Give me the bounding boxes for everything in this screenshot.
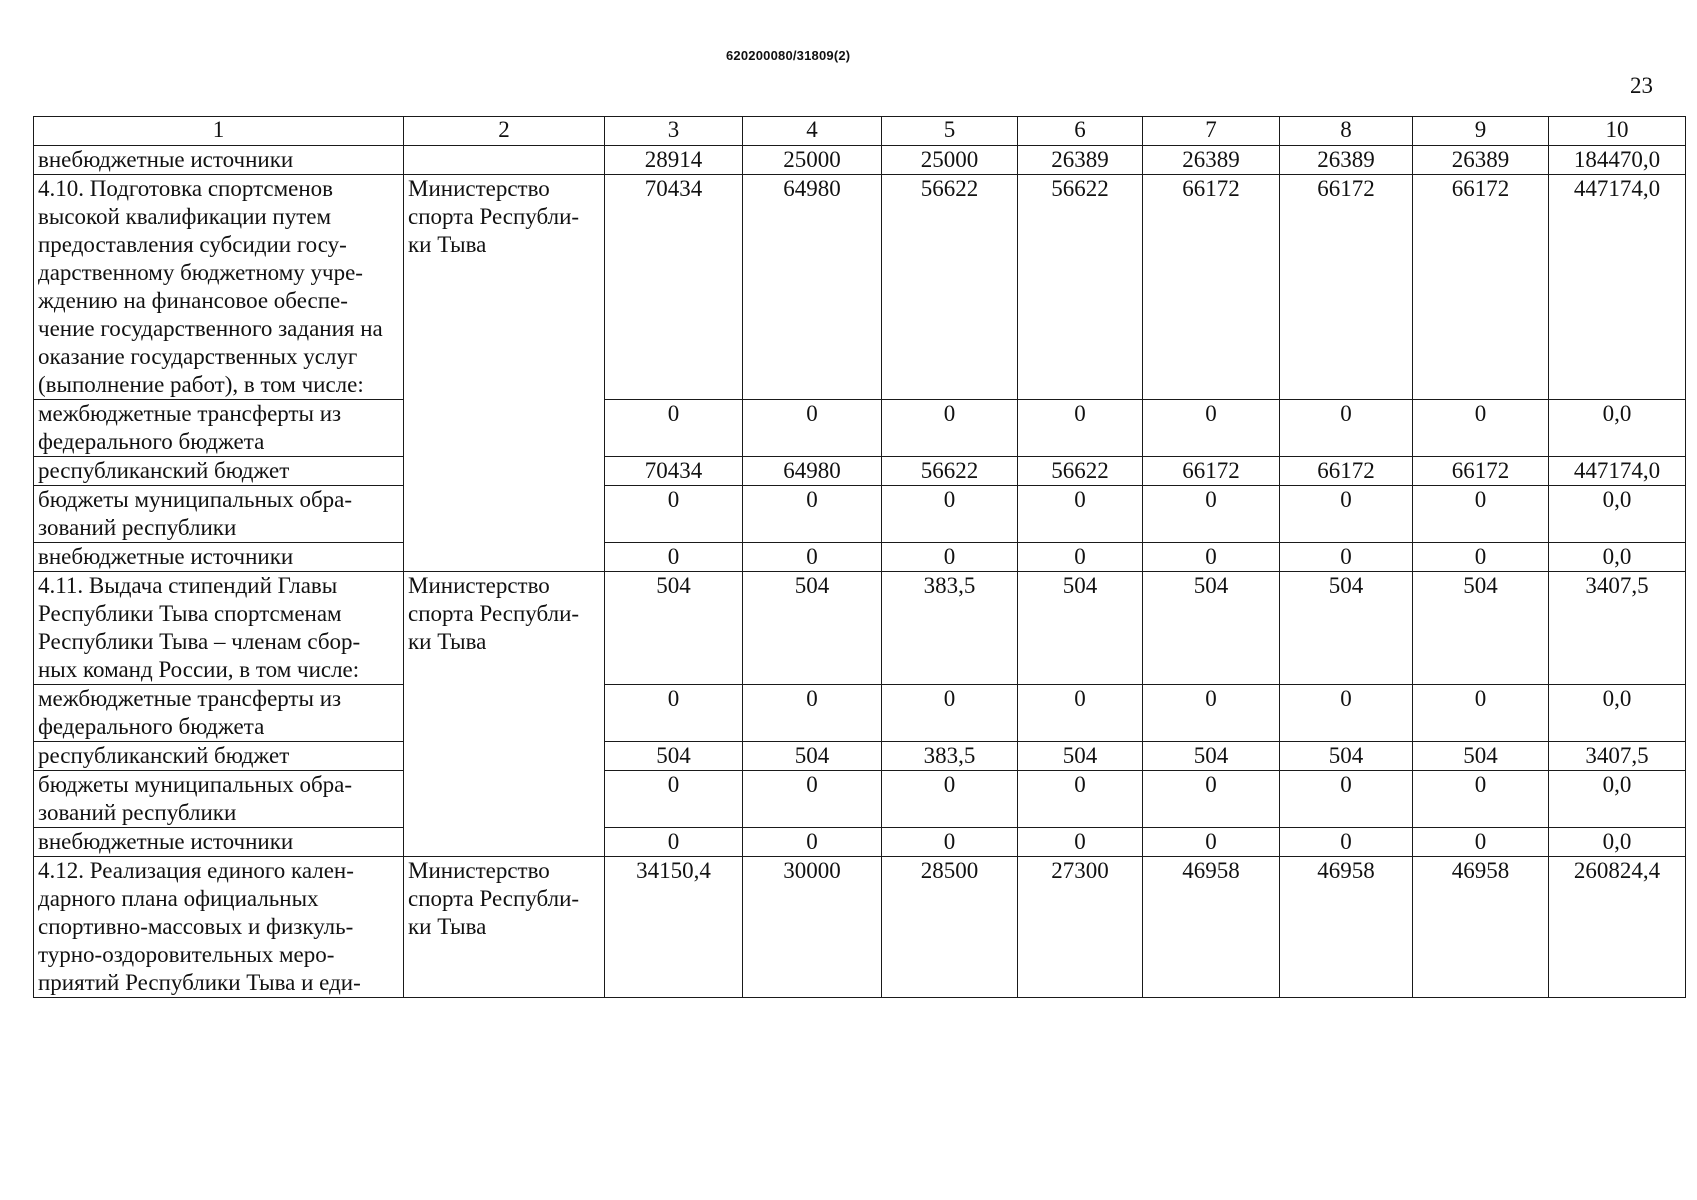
value-cell: 0	[1143, 771, 1280, 828]
value-cell: 0	[1018, 828, 1143, 857]
value-cell: 504	[1280, 742, 1413, 771]
value-cell: 0	[1413, 543, 1549, 572]
column-header: 2	[404, 117, 605, 146]
value-cell: 0	[882, 400, 1018, 457]
value-cell: 504	[1280, 572, 1413, 685]
value-cell: 504	[1413, 742, 1549, 771]
value-cell: 64980	[743, 175, 882, 400]
value-cell: 0	[1018, 486, 1143, 543]
row-label: республиканский бюджет	[34, 457, 404, 486]
value-cell: 56622	[882, 175, 1018, 400]
table-row	[34, 771, 1686, 828]
column-header: 3	[605, 117, 743, 146]
value-cell: 0	[743, 771, 882, 828]
row-label: 4.12. Реализация единого кален-дарного плана официальных спортивно-массовых и физкуль-турно-оздоровительных меро-приятий Республики Тыва и еди-	[34, 857, 404, 998]
value-cell: 0	[1018, 685, 1143, 742]
table-row	[34, 486, 1686, 543]
column-header: 8	[1280, 117, 1413, 146]
value-cell: 504	[1413, 572, 1549, 685]
value-cell: 504	[605, 742, 743, 771]
value-cell: 184470,0	[1549, 146, 1686, 175]
value-cell: 0,0	[1549, 828, 1686, 857]
value-cell: 0	[882, 486, 1018, 543]
table-row	[34, 857, 1686, 998]
value-cell: 0	[743, 400, 882, 457]
value-cell: 26389	[1143, 146, 1280, 175]
value-cell: 66172	[1280, 175, 1413, 400]
value-cell: 0	[882, 828, 1018, 857]
value-cell: 504	[1143, 572, 1280, 685]
value-cell: 447174,0	[1549, 175, 1686, 400]
value-cell: 0	[1018, 771, 1143, 828]
table-row	[34, 742, 1686, 771]
row-label: межбюджетные трансферты из федерального бюджета	[34, 685, 404, 742]
value-cell: 56622	[1018, 175, 1143, 400]
table-row	[34, 400, 1686, 457]
value-cell: 383,5	[882, 742, 1018, 771]
value-cell: 0	[882, 771, 1018, 828]
column-header: 9	[1413, 117, 1549, 146]
value-cell: 0,0	[1549, 400, 1686, 457]
column-header: 5	[882, 117, 1018, 146]
value-cell: 0	[1018, 543, 1143, 572]
value-cell: 0	[882, 685, 1018, 742]
column-header: 10	[1549, 117, 1686, 146]
table-row	[34, 543, 1686, 572]
value-cell: 3407,5	[1549, 742, 1686, 771]
table-row	[34, 685, 1686, 742]
value-cell: 64980	[743, 457, 882, 486]
executor-cell: Министерство спорта Республи-ки Тыва	[404, 572, 605, 857]
value-cell: 0	[1018, 400, 1143, 457]
value-cell: 0	[743, 486, 882, 543]
row-label: бюджеты муниципальных обра-зований республики	[34, 486, 404, 543]
value-cell: 28914	[605, 146, 743, 175]
value-cell: 0	[1280, 685, 1413, 742]
value-cell: 0	[1280, 486, 1413, 543]
value-cell: 66172	[1143, 175, 1280, 400]
value-cell: 46958	[1413, 857, 1549, 998]
value-cell: 0	[605, 400, 743, 457]
value-cell: 0,0	[1549, 486, 1686, 543]
column-header: 7	[1143, 117, 1280, 146]
value-cell: 46958	[1280, 857, 1413, 998]
value-cell: 0	[1143, 685, 1280, 742]
value-cell: 66172	[1143, 457, 1280, 486]
value-cell: 46958	[1143, 857, 1280, 998]
value-cell: 0,0	[1549, 543, 1686, 572]
value-cell: 504	[1143, 742, 1280, 771]
document-code: 620200080/31809(2)	[726, 48, 851, 63]
value-cell: 30000	[743, 857, 882, 998]
row-label: 4.10. Подготовка спортсменов высокой квалификации путем предоставления субсидии госу-дарственному бюджетному учре-ждению на финансовое обеспе-чение государственного задания на оказание государственных услуг (выполнение работ), в том числе:	[34, 175, 404, 400]
value-cell: 0	[605, 685, 743, 742]
executor-cell	[404, 146, 605, 175]
value-cell: 0,0	[1549, 771, 1686, 828]
executor-cell: Министерство спорта Республи-ки Тыва	[404, 175, 605, 572]
table-row	[34, 828, 1686, 857]
value-cell: 0	[1143, 486, 1280, 543]
value-cell: 0	[882, 543, 1018, 572]
value-cell: 504	[1018, 742, 1143, 771]
value-cell: 0	[605, 771, 743, 828]
row-label: бюджеты муниципальных обра-зований республики	[34, 771, 404, 828]
column-header: 4	[743, 117, 882, 146]
value-cell: 504	[743, 572, 882, 685]
value-cell: 0	[1413, 771, 1549, 828]
value-cell: 26389	[1413, 146, 1549, 175]
value-cell: 0	[1143, 828, 1280, 857]
value-cell: 383,5	[882, 572, 1018, 685]
value-cell: 28500	[882, 857, 1018, 998]
value-cell: 504	[605, 572, 743, 685]
value-cell: 447174,0	[1549, 457, 1686, 486]
value-cell: 56622	[882, 457, 1018, 486]
column-header-row	[34, 117, 1686, 146]
executor-cell: Министерство спорта Республи-ки Тыва	[404, 857, 605, 998]
value-cell: 0	[743, 543, 882, 572]
table-row	[34, 175, 1686, 400]
column-header: 1	[34, 117, 404, 146]
value-cell: 0	[1413, 685, 1549, 742]
value-cell: 66172	[1413, 175, 1549, 400]
table-row	[34, 457, 1686, 486]
row-label: внебюджетные источники	[34, 543, 404, 572]
value-cell: 0	[1280, 828, 1413, 857]
value-cell: 0	[1413, 828, 1549, 857]
value-cell: 0	[743, 828, 882, 857]
value-cell: 0,0	[1549, 685, 1686, 742]
page-number: 23	[1630, 73, 1653, 98]
value-cell: 0	[605, 486, 743, 543]
column-header: 6	[1018, 117, 1143, 146]
value-cell: 25000	[743, 146, 882, 175]
table-row	[34, 572, 1686, 685]
value-cell: 0	[743, 685, 882, 742]
value-cell: 26389	[1018, 146, 1143, 175]
value-cell: 70434	[605, 175, 743, 400]
table-row	[34, 146, 1686, 175]
row-label: республиканский бюджет	[34, 742, 404, 771]
value-cell: 0	[1143, 543, 1280, 572]
value-cell: 0	[1413, 486, 1549, 543]
value-cell: 66172	[1413, 457, 1549, 486]
value-cell: 260824,4	[1549, 857, 1686, 998]
budget-table	[33, 116, 1686, 998]
value-cell: 25000	[882, 146, 1018, 175]
value-cell: 0	[1280, 543, 1413, 572]
row-label: внебюджетные источники	[34, 146, 404, 175]
value-cell: 0	[1280, 771, 1413, 828]
value-cell: 0	[605, 828, 743, 857]
value-cell: 504	[1018, 572, 1143, 685]
value-cell: 56622	[1018, 457, 1143, 486]
value-cell: 0	[1413, 400, 1549, 457]
value-cell: 26389	[1280, 146, 1413, 175]
value-cell: 0	[1143, 400, 1280, 457]
value-cell: 27300	[1018, 857, 1143, 998]
row-label: 4.11. Выдача стипендий Главы Республики Тыва спортсменам Республики Тыва – членам сбор-ных команд России, в том числе:	[34, 572, 404, 685]
value-cell: 70434	[605, 457, 743, 486]
value-cell: 3407,5	[1549, 572, 1686, 685]
row-label: внебюджетные источники	[34, 828, 404, 857]
value-cell: 66172	[1280, 457, 1413, 486]
value-cell: 0	[605, 543, 743, 572]
value-cell: 504	[743, 742, 882, 771]
value-cell: 34150,4	[605, 857, 743, 998]
row-label: межбюджетные трансферты из федерального бюджета	[34, 400, 404, 457]
value-cell: 0	[1280, 400, 1413, 457]
